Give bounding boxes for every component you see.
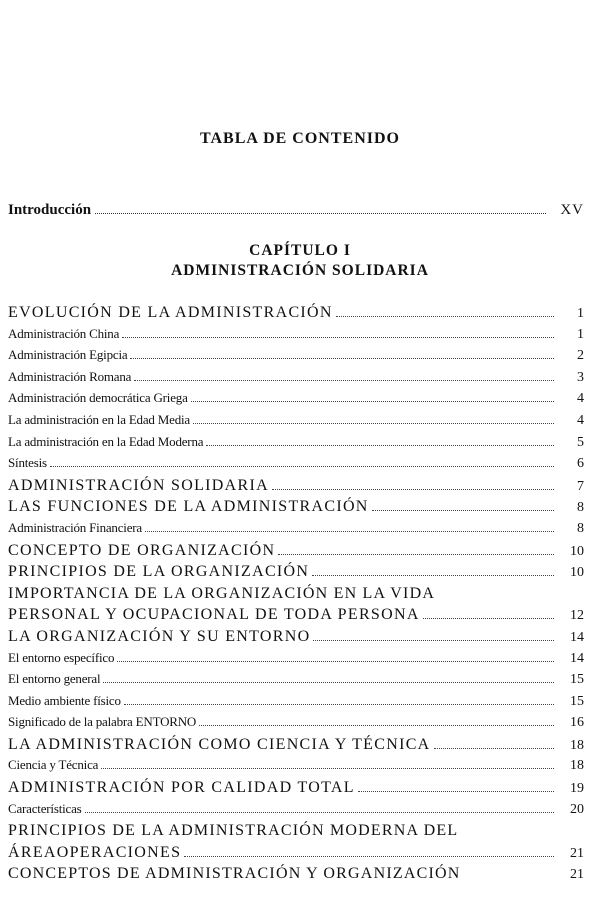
toc-entry (8, 693, 584, 715)
toc-entry (8, 477, 584, 499)
toc-entry (8, 650, 584, 672)
entry-label: El entorno específico (8, 649, 115, 665)
toc-entry (8, 347, 584, 369)
toc-entry (8, 390, 584, 412)
toc-entry (8, 455, 584, 477)
entry-page: 3 (577, 369, 584, 385)
entry-label: ADMINISTRACIÓN POR CALIDAD TOTAL (8, 779, 355, 797)
dot-leader (278, 543, 554, 555)
entry-label: PRINCIPIOS DE LA ORGANIZACIÓN (8, 563, 310, 581)
entry-page: 4 (577, 391, 584, 407)
entry-page: 14 (570, 629, 584, 645)
dot-leader (184, 845, 554, 857)
entry-label: LA ORGANIZACIÓN Y SU ENTORNO (8, 627, 311, 645)
dot-leader (95, 201, 546, 214)
dot-leader (423, 607, 554, 619)
entry-label: PRINCIPIOS DE LA ADMINISTRACIÓN MODERNA DEL (8, 822, 459, 840)
toc-entry (8, 606, 584, 628)
entry-label: LA ADMINISTRACIÓN COMO CIENCIA Y TÉCNICA (8, 735, 431, 753)
entry-label: CONCEPTO DE ORGANIZACIÓN (8, 541, 276, 559)
entry-label: La administración en la Edad Moderna (8, 433, 204, 449)
entry-label: ÁREAOPERACIONES (8, 843, 182, 861)
dot-leader (103, 671, 554, 683)
entry-label: Administración Romana (8, 368, 132, 384)
entry-page: 14 (570, 650, 584, 666)
toc-entry (8, 671, 584, 693)
toc-entry (8, 542, 584, 564)
dot-leader (372, 499, 554, 511)
entry-page: 5 (577, 434, 584, 450)
entry-label: LAS FUNCIONES DE LA ADMINISTRACIÓN (8, 498, 369, 516)
toc-entry (8, 304, 584, 326)
entry-label: ADMINISTRACIÓN SOLIDARIA (8, 476, 269, 494)
toc-entry (8, 779, 584, 801)
dot-leader (313, 629, 554, 641)
chapter-number: CAPÍTULO I (249, 242, 351, 259)
entry-page: 18 (570, 737, 584, 753)
entry-page: 7 (577, 478, 584, 494)
entry-page: 20 (570, 801, 584, 817)
entry-page: 10 (570, 543, 584, 559)
entry-page: 8 (577, 500, 584, 516)
toc-list (8, 304, 584, 887)
dot-leader (272, 478, 554, 490)
dot-leader (193, 412, 554, 424)
entry-page: 10 (570, 565, 584, 581)
entry-label: Ciencia y Técnica (8, 757, 99, 773)
dot-leader (191, 390, 554, 402)
dot-leader (336, 305, 554, 317)
dot-leader (434, 737, 554, 749)
entry-label: El entorno general (8, 671, 101, 687)
intro-entry (8, 201, 584, 219)
toc-entry (8, 801, 584, 823)
entry-page: 1 (577, 306, 584, 321)
entry-label: Medio ambiente físico (8, 692, 121, 708)
toc-entry (8, 822, 584, 844)
dot-leader (101, 757, 554, 769)
toc-entry (8, 326, 584, 348)
dot-leader (312, 564, 554, 576)
dot-leader (206, 434, 554, 446)
dot-leader (122, 326, 554, 338)
entry-label: Significado de la palabra ENTORNO (8, 714, 197, 730)
toc-entry (8, 865, 584, 887)
dot-leader (134, 369, 554, 381)
dot-leader (124, 693, 554, 705)
toc-entry (8, 714, 584, 736)
entry-page: 15 (570, 672, 584, 688)
entry-label: Síntesis (8, 455, 47, 471)
entry-page: 19 (570, 781, 584, 797)
entry-label: Administración Financiera (8, 519, 142, 535)
toc-entry (8, 563, 584, 585)
entry-label: La administración en la Edad Media (8, 411, 190, 427)
intro-label: Introducción (8, 202, 92, 218)
dot-leader (117, 650, 554, 662)
entry-label: Administración democrática Griega (8, 390, 188, 406)
dot-leader (50, 455, 554, 467)
entry-page: 21 (570, 845, 584, 861)
entry-label: IMPORTANCIA DE LA ORGANIZACIÓN EN LA VIDA (8, 584, 436, 602)
entry-page: 8 (577, 520, 584, 536)
dot-leader (85, 801, 554, 813)
toc-entry (8, 736, 584, 758)
entry-label: Administración Egipcia (8, 347, 128, 363)
toc-entry (8, 369, 584, 391)
toc-entry (8, 628, 584, 650)
dot-leader (358, 780, 554, 792)
entry-page: 15 (570, 693, 584, 709)
entry-page: 18 (570, 758, 584, 774)
toc-entry (8, 412, 584, 434)
entry-label: Administración China (8, 325, 120, 341)
chapter-heading (0, 241, 600, 281)
toc-entry (8, 844, 584, 866)
entry-label: EVOLUCIÓN DE LA ADMINISTRACIÓN (8, 304, 333, 321)
dot-leader (199, 714, 554, 726)
dot-leader (130, 347, 554, 359)
entry-label: PERSONAL Y OCUPACIONAL DE TODA PERSONA (8, 606, 420, 624)
chapter-name: ADMINISTRACIÓN SOLIDARIA (171, 262, 429, 279)
dot-leader (145, 520, 554, 532)
entry-page: 21 (570, 867, 584, 883)
entry-page: 16 (570, 715, 584, 731)
toc-entry (8, 585, 584, 607)
entry-label: Características (8, 800, 82, 816)
toc-entry (8, 434, 584, 456)
entry-page: 2 (577, 348, 584, 364)
toc-title: TABLA DE CONTENIDO (200, 130, 400, 147)
entry-page: 1 (577, 326, 584, 342)
entry-page: 12 (570, 608, 584, 624)
entry-page: 4 (577, 412, 584, 428)
intro-page: XV (560, 202, 584, 218)
toc-entry (8, 520, 584, 542)
entry-label: CONCEPTOS DE ADMINISTRACIÓN Y ORGANIZACIÓN (8, 865, 461, 883)
entry-page: 6 (577, 456, 584, 472)
toc-entry (8, 757, 584, 779)
toc-entry (8, 498, 584, 520)
